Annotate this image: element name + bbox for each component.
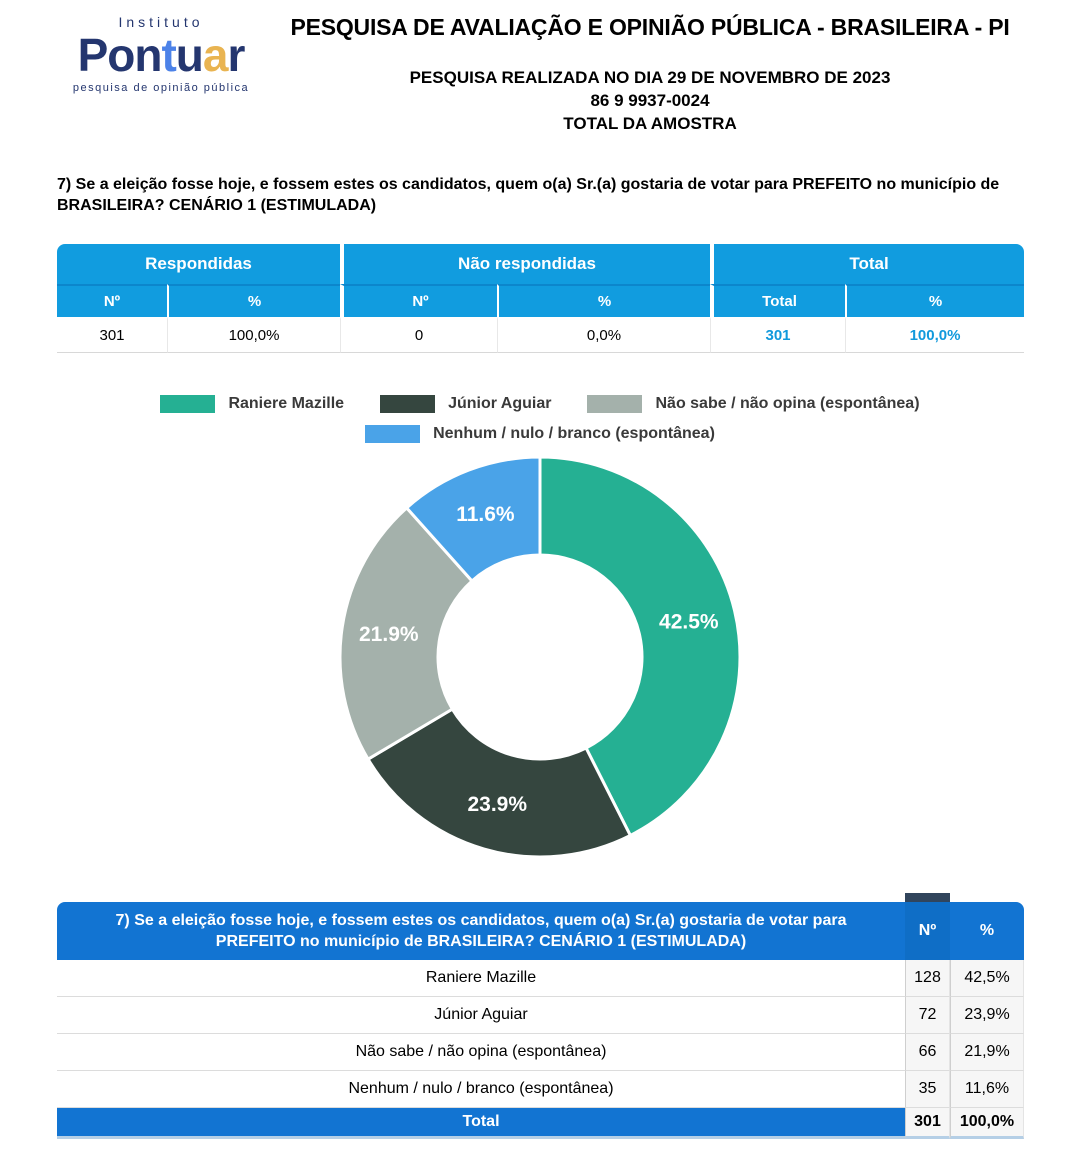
legend-label: Raniere Mazille [228,395,345,412]
summary-group-row [57,244,1024,284]
results-col-pct-header: % [950,902,1024,960]
logo-institute-text: Instituto [118,14,204,30]
summary-cell: 301 [57,317,167,353]
summary-col-header: Nº [340,284,497,317]
summary-col-header: Nº [57,284,167,317]
candidate-label: Júnior Aguiar [57,997,905,1034]
candidate-label: Nenhum / nulo / branco (espontânea) [57,1071,905,1108]
candidate-n: 66 [905,1034,950,1071]
candidate-n: 72 [905,997,950,1034]
summary-subheader-row [57,284,1024,317]
legend-label: Júnior Aguiar [448,395,552,412]
table-row [57,1034,1024,1071]
logo-brand-part: u [175,29,203,81]
candidate-n: 35 [905,1071,950,1108]
summary-col-header: Total [710,284,845,317]
legend-swatch-icon [365,425,420,443]
donut-chart-svg [320,455,760,865]
logo-tagline: pesquisa de opinião pública [72,82,250,95]
total-label: Total [57,1108,905,1139]
candidate-n: 128 [905,960,950,997]
summary-table [57,244,1024,353]
candidate-pct: 42,5% [950,960,1024,997]
summary-group-respondidas: Respondidas [57,244,340,284]
summary-cell-total-pct: 100,0% [845,317,1024,353]
slice-percentage-label: 23.9% [467,792,528,816]
candidate-label: Não sabe / não opina (espontânea) [57,1034,905,1071]
slice-percentage-label: 11.6% [456,503,515,527]
legend-row [0,425,1080,443]
legend-swatch-icon [380,395,435,413]
legend-item [365,425,715,443]
page-title: PESQUISA DE AVALIAÇÃO E OPINIÃO PÚBLICA - BRASILEIRA - PI [290,14,1010,40]
survey-sample-line: TOTAL DA AMOSTRA [563,114,737,133]
results-question-header: 7) Se a eleição fosse hoje, e fossem estes os candidatos, quem o(a) Sr.(a) gostaria de votar para PREFEITO no município de BRASILEIRA? CENÁRIO 1 (ESTIMULADA) [57,902,905,960]
chart-legend [0,395,1080,443]
report-header [0,0,1080,152]
summary-cell-total-n: 301 [710,317,845,353]
logo-brand-part: a [202,29,228,81]
summary-group-nao-respondidas: Não respondidas [340,244,710,284]
survey-date-line: PESQUISA REALIZADA NO DIA 29 DE NOVEMBRO DE 2023 [409,68,891,87]
total-row [57,1108,1024,1139]
candidate-pct: 11,6% [950,1071,1024,1108]
slice-percentage-label: 21.9% [359,622,419,646]
summary-col-header: % [497,284,710,317]
candidate-label: Raniere Mazille [57,960,905,997]
summary-cell: 0 [340,317,497,353]
survey-subtitle [272,66,1028,135]
summary-group-total: Total [710,244,1024,284]
results-table [57,902,1024,1139]
legend-item [380,395,551,413]
results-header-row [57,902,1024,960]
summary-data-row [57,317,1024,353]
question-text: 7) Se a eleição fosse hoje, e fossem estes os candidatos, quem o(a) Sr.(a) gostaria de votar para PREFEITO no município de BRASILEIRA? CENÁRIO 1 (ESTIMULADA) [57,176,1000,214]
summary-col-header: % [167,284,340,317]
summary-cell: 0,0% [497,317,710,353]
summary-cell: 100,0% [167,317,340,353]
table-row [57,997,1024,1034]
results-table-wrap [57,902,1024,1139]
results-col-n-header: Nº [905,902,950,960]
survey-phone-line: 86 9 9937-0024 [590,91,710,110]
institute-logo [58,14,264,94]
slice-percentage-label: 42.5% [659,610,719,634]
table-row [57,1071,1024,1108]
legend-swatch-icon [160,395,215,413]
total-pct: 100,0% [950,1108,1024,1139]
summary-col-header: % [845,284,1024,317]
logo-brand-text [58,31,264,79]
total-n: 301 [905,1108,950,1139]
legend-label: Não sabe / não opina (espontânea) [655,395,920,412]
legend-swatch-icon [587,395,642,413]
logo-brand-part: Pon [77,29,162,81]
logo-brand-part: r [227,29,245,81]
donut-chart [320,455,760,870]
legend-item [160,395,344,413]
table-row [57,960,1024,997]
header-text [272,0,1080,135]
legend-item [587,395,919,413]
candidate-pct: 21,9% [950,1034,1024,1071]
candidate-pct: 23,9% [950,997,1024,1034]
logo-brand-part: t [161,29,176,81]
legend-row [0,395,1080,413]
legend-label: Nenhum / nulo / branco (espontânea) [433,425,715,442]
